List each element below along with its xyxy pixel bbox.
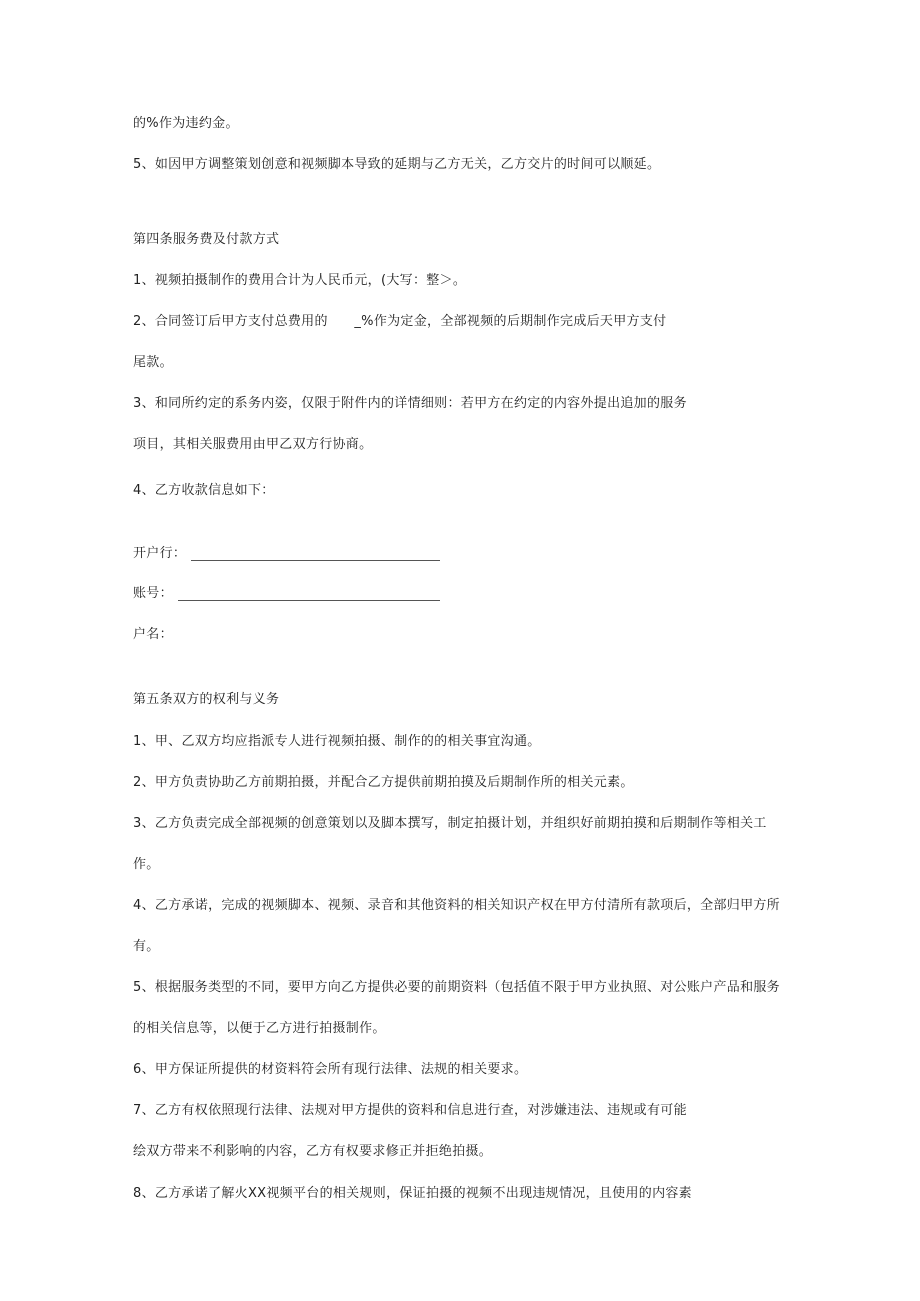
text-line-clause-4-4: 4、乙方收款信息如下：: [133, 483, 275, 498]
text-line-clause-5-3: 3、乙方负责完成全部视频的创意策划以及脚本撰写，制定拍摄计划，并组织好前期拍摸和后期制作等相关工: [133, 816, 767, 831]
text-line-clause-3-5: 5、如因甲方调整策划创意和视频脚本导致的延期与乙方无关，乙方交片的时间可以顺延。: [133, 157, 661, 172]
text-line-clause-4-3: 3、和同所约定的系务内姿，仅限于附件内的详情细则：若甲方在约定的内容外提出追加的服务: [133, 396, 687, 411]
field-label-account-name: 户名：: [133, 627, 173, 642]
text-line-clause-4-1: 1、视频拍摄制作的费用合计为人民币元，(大写：整＞。: [133, 273, 467, 288]
section-heading-article-4: 第四条服务费及付款方式: [133, 232, 280, 247]
text-line-penalty-percent: 的%作为违约金。: [133, 116, 239, 131]
text-line-clause-5-7: 7、乙方有权依照现行法律、法规对甲方提供的资料和信息进行查，对涉嫌违法、违规或有可能: [133, 1103, 687, 1118]
text-line-clause-4-3-cont: 项目，其相关服费用由甲乙双方行协商。: [133, 437, 373, 452]
text-line-clause-4-2: 2、合同签订后甲方支付总费用的 _%作为定金，全部视频的后期制作完成后天甲方支付: [133, 314, 667, 329]
text-line-clause-5-7-cont: 绘双方带来不利影响的内容，乙方有权要求修正并拒绝拍摄。: [133, 1144, 493, 1159]
bank-blank-line: [191, 560, 440, 561]
text-line-clause-5-2: 2、甲方负责协助乙方前期拍摄，并配合乙方提供前期拍摸及后期制作所的相关元素。: [133, 775, 634, 790]
field-label-bank: 开户行：: [133, 546, 187, 561]
text-line-clause-5-1: 1、甲、乙双方均应指派专人进行视频拍摄、制作的的相关事宜沟通。: [133, 734, 541, 749]
text-line-clause-5-5: 5、根据服务类型的不同，要甲方向乙方提供必要的前期资料（包括值不限于甲方业执照、对公账户产品和服务: [133, 980, 780, 995]
field-label-account: 账号：: [133, 586, 173, 601]
text-line-clause-5-3-cont: 作。: [133, 857, 160, 872]
text-line-clause-5-4: 4、乙方承诺，完成的视频脚本、视频、录音和其他资料的相关知识产权在甲方付清所有款项后，全部归甲方所: [133, 898, 780, 913]
section-heading-article-5: 第五条双方的权利与义务: [133, 692, 280, 707]
account-blank-line: [178, 600, 440, 601]
text-line-clause-5-4-cont: 有。: [133, 939, 160, 954]
text-line-clause-5-8: 8、乙方承诺了解火XX视频平台的相关规则，保证拍摄的视频不出现违规情况，且使用的内容素: [133, 1186, 692, 1201]
text-line-clause-5-5-cont: 的相关信息等，以便于乙方进行拍摄制作。: [133, 1021, 386, 1036]
text-line-clause-5-6: 6、甲方保证所提供的材资料符会所有现行法律、法规的相关要求。: [133, 1062, 528, 1077]
text-line-clause-4-2-cont: 尾款。: [133, 355, 173, 370]
